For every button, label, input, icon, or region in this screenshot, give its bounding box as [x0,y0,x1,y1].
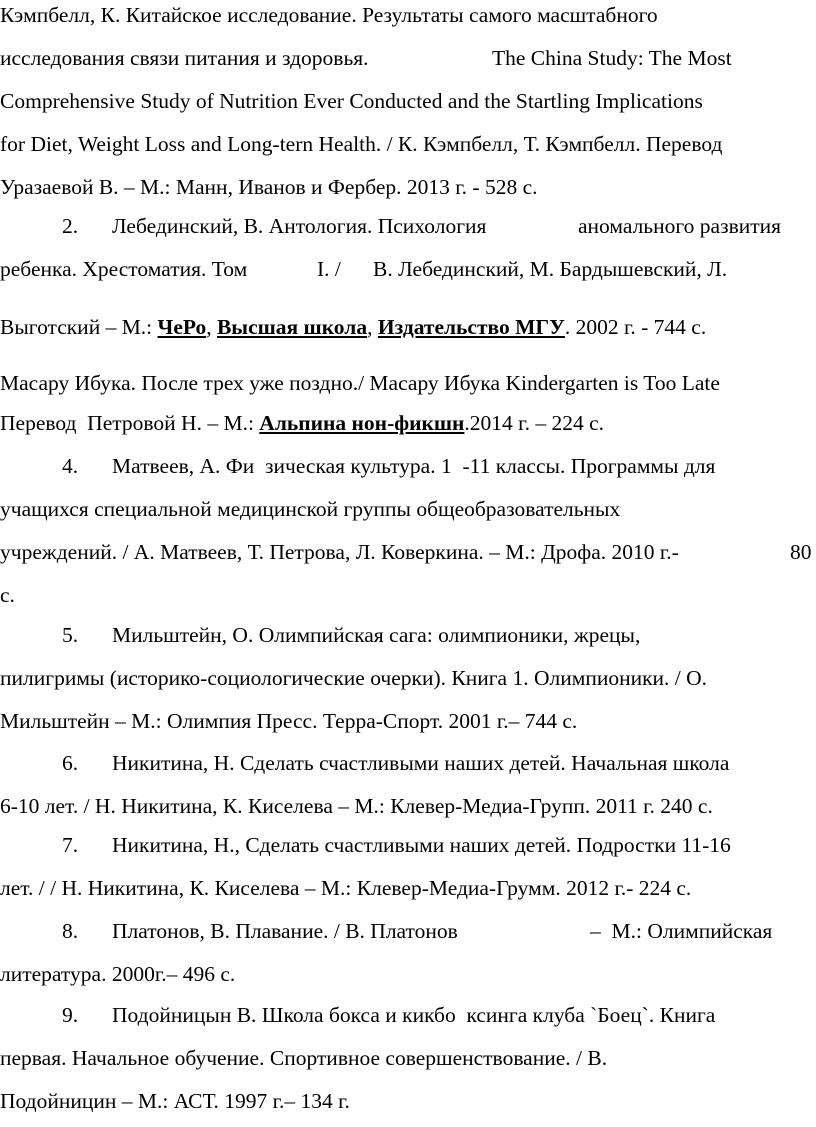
item-number: 9. [62,1003,79,1027]
entry-text: I. / [317,257,341,281]
entry-text: Никитина, Н. Сделать счастливыми наших детей. Начальная школа [112,751,730,775]
text-line: for Diet, Weight Loss and Long-tern Health. / К. Кэмпбелл, Т. Кэмпбелл. Перевод [0,132,723,156]
entry-text: Подойницын В. Школа бокса и кикбо ксинга клуба `Боец`. Книга [112,1003,716,1027]
text-line: ребенка. Хрестоматия. Том [0,257,248,281]
publisher-link-chero[interactable]: ЧеРо [157,315,207,339]
item-number: 2. [62,214,79,238]
text-line: лет. / / Н. Никитина, К. Киселева – М.: Клевер-Медиа-Грумм. 2012 г.- 224 с. [0,876,692,900]
entry-text: – М.: Олимпийская [590,919,773,943]
publisher-link-mgu[interactable]: Издательство МГУ [377,315,565,339]
entry-text: Перевод Петровой Н. – М.: [0,411,260,435]
text-line: учреждений. / А. Матвеев, Т. Петрова, Л. Коверкина. – М.: Дрофа. 2010 г.- [0,540,679,564]
entry-text: аномального развития [578,214,782,238]
entry-text: Выготский – М.: [0,315,158,339]
text-line: первая. Начальное обучение. Спортивное совершенствование. / В. [0,1046,608,1070]
entry-text: Матвеев, А. Фи зическая культура. 1 -11 классы. Программы для [112,454,716,478]
text-line: Comprehensive Study of Nutrition Ever Conducted and the Startling Implications [0,89,703,113]
publisher-line: Выготский – М.: ЧеРо, Высшая школа, Издательство МГУ. 2002 г. - 744 с. [0,315,707,339]
entry-text: Лебединский, В. Антология. Психология [112,214,487,238]
entry-text: 80 [790,540,812,564]
publisher-line [0,410,604,436]
publisher-link-alpina[interactable]: Альпина нон-фикшн [259,411,465,435]
item-number: 5. [62,623,79,647]
item-number: 4. [62,454,79,478]
publisher-link-vysshaya-shkola[interactable]: Высшая школа [216,315,368,339]
text-line: Мильштейн – М.: Олимпия Пресс. Терра-Спорт. 2001 г.– 744 с. [0,709,578,733]
entry-text: .2014 г. – 224 с. [464,411,604,435]
text-line: Масару Ибука. После трех уже поздно./ Масару Ибука Kindergarten is Too Late [0,371,720,395]
item-number: 6. [62,751,79,775]
text-line: Подойницин – М.: АСТ. 1997 г.– 134 г. [0,1089,350,1113]
text-line: исследования связи питания и здоровья. [0,46,369,70]
entry-text: Платонов, В. Плавание. / В. Платонов [112,919,458,943]
entry-text: Никитина, Н., Сделать счастливыми наших детей. Подростки 11-16 [112,833,731,857]
entry-text: В. Лебединский, М. Бардышевский, Л. [373,257,728,281]
text-line: Кэмпбелл, К. Китайское исследование. Результаты самого масштабного [0,3,658,27]
entry-text: . 2002 г. - 744 с. [564,315,707,339]
item-number: 8. [62,919,79,943]
text-line: пилигримы (историко-социологические очерки). Книга 1. Олимпионики. / О. [0,666,708,690]
text-line: учащихся специальной медицинской группы общеобразовательных [0,497,621,521]
text-line: литература. 2000г.– 496 с. [0,962,236,986]
text-line: 6-10 лет. / Н. Никитина, К. Киселева – М.: Клевер-Медиа-Групп. 2011 г. 240 с. [0,794,713,818]
text-line: Уразаевой В. – М.: Манн, Иванов и Фербер. 2013 г. - 528 с. [0,175,538,199]
entry-text: Мильштейн, О. Олимпийская сага: олимпионики, жрецы, [112,623,641,647]
text-line: с. [0,583,15,607]
item-number: 7. [62,833,79,857]
book-title-en: The China Study: The Most [492,46,732,70]
